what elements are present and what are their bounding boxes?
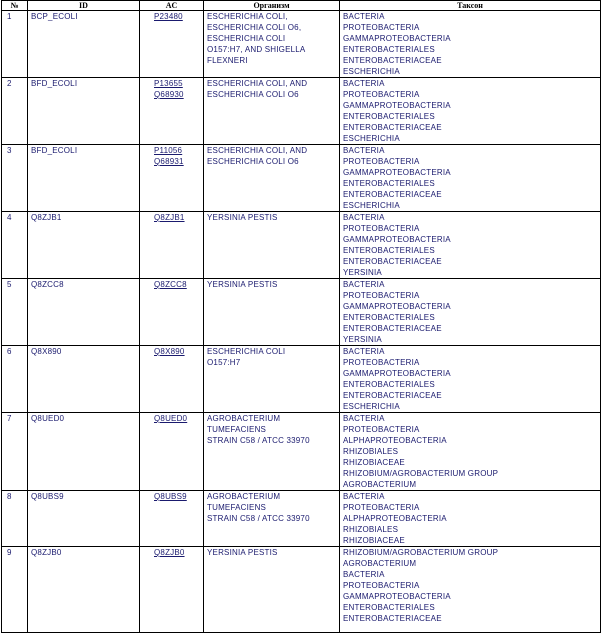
row-accession (140, 212, 204, 279)
taxon-line: PROTEOBACTERIA (343, 581, 420, 590)
taxon-line: BACTERIA (343, 146, 385, 155)
taxon-line: AGROBACTERIUM (343, 559, 417, 568)
taxon-line: PROTEOBACTERIA (343, 90, 420, 99)
taxon-line: RHIZOBIUM/AGROBACTERIUM GROUP (343, 469, 499, 478)
taxon-line: GAMMAPROTEOBACTERIA (343, 235, 451, 244)
taxon-line: ENTEROBACTERIALES (343, 45, 435, 54)
taxon-line: PROTEOBACTERIA (343, 157, 420, 166)
row-accession (140, 279, 204, 346)
table-row (2, 413, 601, 491)
taxon-line: RHIZOBIALES (343, 525, 399, 534)
taxon-line: PROTEOBACTERIA (343, 23, 420, 32)
taxon-line: ALPHAPROTEOBACTERIA (343, 514, 447, 523)
organism-line: FLEXNERI (207, 56, 248, 65)
organism-line: AGROBACTERIUM (207, 414, 281, 423)
header-organism: Организм (204, 1, 340, 11)
taxon-line: GAMMAPROTEOBACTERIA (343, 369, 451, 378)
accession-link[interactable]: P23480 (154, 12, 183, 21)
row-number: 8 (2, 491, 28, 547)
taxon-line: PROTEOBACTERIA (343, 358, 420, 367)
organism-line: ESCHERICHIA COLI, (207, 12, 288, 21)
table-row (2, 279, 601, 346)
accession-link[interactable]: Q68930 (154, 90, 184, 99)
header-row (2, 1, 601, 11)
row-accession (140, 145, 204, 212)
table-row (2, 346, 601, 413)
row-id: BFD_ECOLI (28, 145, 140, 212)
taxon-line: PROTEOBACTERIA (343, 503, 420, 512)
taxon-line: RHIZOBIACEAE (343, 536, 405, 545)
organism-line: ESCHERICHIA COLI, AND (207, 146, 308, 155)
taxon-line: ENTEROBACTERIACEAE (343, 614, 442, 623)
organism-line: ESCHERICHIA COLI, AND (207, 79, 308, 88)
taxon-line: ENTEROBACTERIACEAE (343, 190, 442, 199)
table-row (2, 212, 601, 279)
row-organism (204, 413, 340, 491)
taxon-line: ENTEROBACTERIACEAE (343, 257, 442, 266)
taxon-line: RHIZOBIUM/AGROBACTERIUM GROUP (343, 548, 499, 557)
taxon-line: BACTERIA (343, 414, 385, 423)
row-taxon (340, 145, 601, 212)
taxon-line: GAMMAPROTEOBACTERIA (343, 592, 451, 601)
organism-line: ESCHERICHIA COLI (207, 347, 286, 356)
row-accession (140, 78, 204, 145)
row-number: 9 (2, 547, 28, 633)
row-taxon (340, 346, 601, 413)
taxon-line: ENTEROBACTERIACEAE (343, 56, 442, 65)
taxon-line: ESCHERICHIA (343, 201, 400, 210)
accession-link[interactable]: Q68931 (154, 157, 184, 166)
taxon-line: ENTEROBACTERIALES (343, 112, 435, 121)
taxon-line: AGROBACTERIUM (343, 480, 417, 489)
taxon-line: ENTEROBACTERIALES (343, 313, 435, 322)
row-organism (204, 11, 340, 78)
row-number: 7 (2, 413, 28, 491)
taxon-line: ESCHERICHIA (343, 67, 400, 76)
row-accession (140, 11, 204, 78)
row-taxon (340, 212, 601, 279)
organism-line: YERSINIA PESTIS (207, 213, 278, 222)
taxon-line: BACTERIA (343, 213, 385, 222)
table-row (2, 11, 601, 78)
taxon-line: BACTERIA (343, 280, 385, 289)
organism-line: YERSINIA PESTIS (207, 280, 278, 289)
accession-link[interactable]: Q8ZJB0 (154, 548, 185, 557)
accession-link[interactable]: Q8ZCC8 (154, 280, 187, 289)
taxon-line: ENTEROBACTERIACEAE (343, 123, 442, 132)
taxon-line: ENTEROBACTERIACEAE (343, 391, 442, 400)
taxon-line: GAMMAPROTEOBACTERIA (343, 302, 451, 311)
organism-line: AGROBACTERIUM (207, 492, 281, 501)
organism-line: TUMEFACIENS (207, 503, 267, 512)
taxon-line: GAMMAPROTEOBACTERIA (343, 168, 451, 177)
organism-line: ESCHERICHIA COLI O6 (207, 157, 299, 166)
taxon-line: ALPHAPROTEOBACTERIA (343, 436, 447, 445)
taxon-line: BACTERIA (343, 570, 385, 579)
organism-line: O157:H7 (207, 358, 241, 367)
row-taxon (340, 491, 601, 547)
row-number: 5 (2, 279, 28, 346)
organism-line: ESCHERICHIA COLI O6, (207, 23, 302, 32)
row-taxon (340, 11, 601, 78)
protein-table (1, 0, 601, 633)
table-row (2, 491, 601, 547)
row-organism (204, 279, 340, 346)
accession-link[interactable]: P13655 (154, 79, 183, 88)
row-id: Q8ZJB1 (28, 212, 140, 279)
taxon-line: RHIZOBIALES (343, 447, 399, 456)
table-row (2, 145, 601, 212)
row-id: BCP_ECOLI (28, 11, 140, 78)
taxon-line: ENTEROBACTERIALES (343, 246, 435, 255)
organism-line: TUMEFACIENS (207, 425, 267, 434)
organism-line: ESCHERICHIA COLI (207, 34, 286, 43)
taxon-line: ENTEROBACTERIALES (343, 603, 435, 612)
row-organism (204, 346, 340, 413)
row-organism (204, 145, 340, 212)
row-organism (204, 78, 340, 145)
row-accession (140, 413, 204, 491)
accession-link[interactable]: Q8ZJB1 (154, 213, 185, 222)
row-number: 1 (2, 11, 28, 78)
header-taxon: Таксон (340, 1, 601, 11)
row-number: 2 (2, 78, 28, 145)
table-row (2, 78, 601, 145)
row-id: BFD_ECOLI (28, 78, 140, 145)
accession-link[interactable]: P11056 (154, 146, 183, 155)
taxon-line: PROTEOBACTERIA (343, 224, 420, 233)
row-id: Q8ZCC8 (28, 279, 140, 346)
taxon-line: ESCHERICHIA (343, 134, 400, 143)
table-row (2, 547, 601, 633)
taxon-line: BACTERIA (343, 347, 385, 356)
taxon-line: PROTEOBACTERIA (343, 425, 420, 434)
organism-line: ESCHERICHIA COLI O6 (207, 90, 299, 99)
organism-line: O157:H7, AND SHIGELLA (207, 45, 306, 54)
row-accession (140, 346, 204, 413)
organism-line: YERSINIA PESTIS (207, 548, 278, 557)
taxon-line: BACTERIA (343, 492, 385, 501)
organism-line: STRAIN C58 / ATCC 33970 (207, 514, 310, 523)
taxon-line: RHIZOBIACEAE (343, 458, 405, 467)
taxon-line: BACTERIA (343, 79, 385, 88)
row-taxon (340, 279, 601, 346)
taxon-line: GAMMAPROTEOBACTERIA (343, 101, 451, 110)
taxon-line: PROTEOBACTERIA (343, 291, 420, 300)
row-organism (204, 547, 340, 633)
row-taxon (340, 413, 601, 491)
taxon-line: BACTERIA (343, 12, 385, 21)
row-organism (204, 212, 340, 279)
row-taxon (340, 547, 601, 633)
taxon-line: YERSINIA (343, 268, 382, 277)
table-body (2, 11, 601, 633)
organism-line: STRAIN C58 / ATCC 33970 (207, 436, 310, 445)
accession-link[interactable]: Q8UED0 (154, 414, 188, 423)
taxon-line: GAMMAPROTEOBACTERIA (343, 34, 451, 43)
row-id: Q8ZJB0 (28, 547, 140, 633)
taxon-line: ENTEROBACTERIALES (343, 179, 435, 188)
taxon-line: ENTEROBACTERIACEAE (343, 324, 442, 333)
taxon-line: ESCHERICHIA (343, 402, 400, 411)
row-id: Q8UBS9 (28, 491, 140, 547)
header-id: ID (28, 1, 140, 11)
row-accession (140, 547, 204, 633)
row-id: Q8X890 (28, 346, 140, 413)
row-id: Q8UED0 (28, 413, 140, 491)
row-accession (140, 491, 204, 547)
accession-link[interactable]: Q8UBS9 (154, 492, 187, 501)
row-number: 6 (2, 346, 28, 413)
header-num: № (2, 1, 28, 11)
row-organism (204, 491, 340, 547)
taxon-line: ENTEROBACTERIALES (343, 380, 435, 389)
row-taxon (340, 78, 601, 145)
accession-link[interactable]: Q8X890 (154, 347, 185, 356)
row-number: 4 (2, 212, 28, 279)
taxon-line: YERSINIA (343, 335, 382, 344)
header-ac: AC (140, 1, 204, 11)
row-number: 3 (2, 145, 28, 212)
